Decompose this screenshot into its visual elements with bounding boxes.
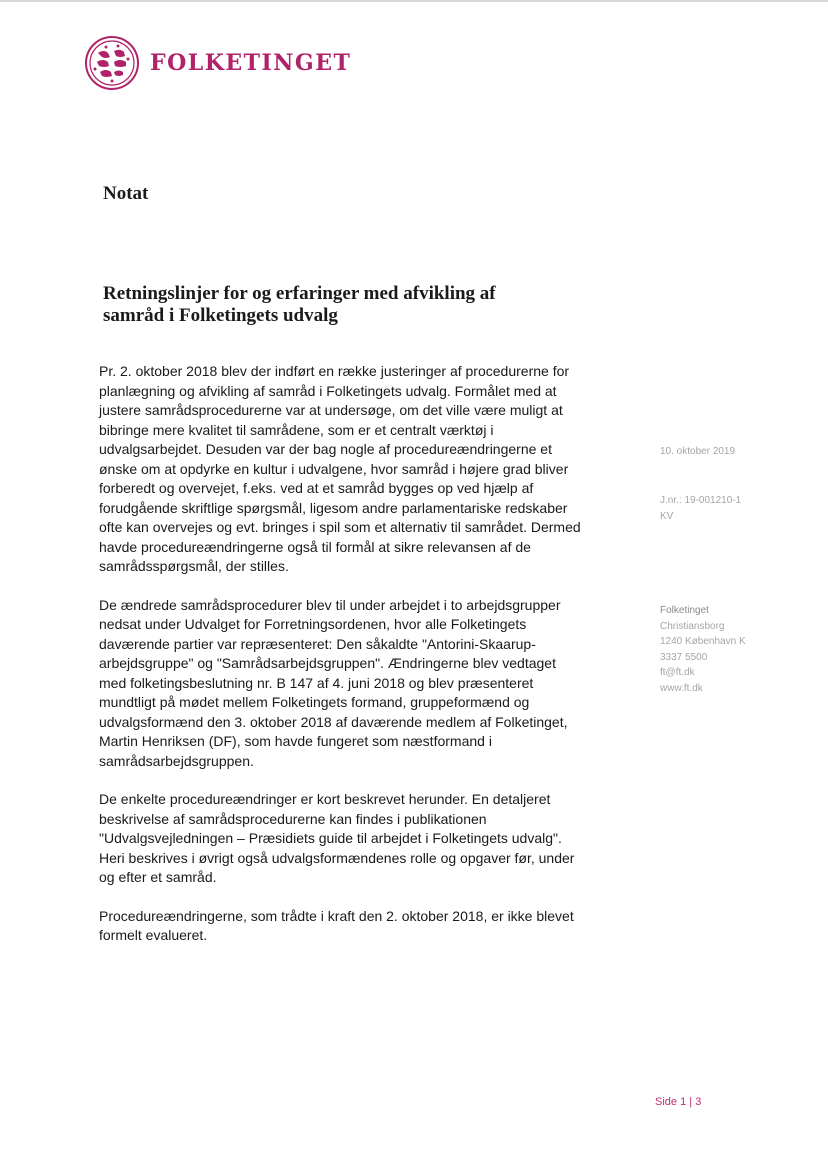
text-line: udvalgsformænd den 3. oktober 2018 af daværende medlem af Folketinget, xyxy=(99,713,568,730)
address-website[interactable]: www.ft.dk xyxy=(660,682,703,694)
address-phone: 3337 5500 xyxy=(660,651,708,663)
sidebar-reference-block xyxy=(660,493,741,524)
document-type: Notat xyxy=(103,183,149,204)
text-line: arbejdsgruppe" og "Samrådsarbejdsgruppen". Ændringerne blev vedtaget xyxy=(99,655,556,671)
text-line: samrådsarbejdsgruppen. xyxy=(99,752,254,769)
text-line: samrådsspørgsmål, der stilles. xyxy=(99,558,289,574)
address-city: 1240 København K xyxy=(660,636,746,647)
page-total: 3 xyxy=(695,1096,702,1108)
address-building: Christiansborg xyxy=(660,620,725,632)
text-line: "Udvalgsvejledningen – Præsidiets guide til arbejdet i Folketingets udvalg". xyxy=(99,830,562,846)
text-line: justere samrådsprocedurerne var at undersøge, om det ville være muligt at xyxy=(99,402,563,418)
author-initials: KV xyxy=(660,510,674,522)
sidebar-date-block xyxy=(660,444,735,460)
sidebar-address-block xyxy=(660,603,746,696)
folketinget-crest-icon xyxy=(84,35,140,91)
title-line: samråd i Folketingets udvalg xyxy=(103,305,338,326)
document-date: 10. oktober 2019 xyxy=(660,446,736,457)
text-line: med folketingsbeslutning nr. B 147 af 4. juni 2018 og blev præsenteret xyxy=(99,674,534,691)
address-org: Folketinget xyxy=(660,605,709,616)
text-line: udvalgsarbejdet. Desuden var der bag nogle af procedureændringerne et xyxy=(99,441,552,457)
text-line: bibringe mere kvalitet til samrådene, som er et centralt værktøj i xyxy=(99,421,494,438)
text-line: formelt evalueret. xyxy=(99,927,208,943)
text-line: ønske om at opdyrke en kultur i udvalgene, hvor samråd i højere grad bliver xyxy=(99,460,569,477)
logo-wordmark: FOLKETINGET xyxy=(150,50,352,76)
text-line: beskrivelse af samrådsprocedurerne kan findes i publikationen xyxy=(99,810,487,827)
page-label: Side 1 xyxy=(655,1096,687,1108)
text-line: Heri beskrives i øvrigt også udvalgsformændenes rolle og opgaver før, under xyxy=(99,849,575,866)
text-line: mundtligt på mødet mellem Folketingets formand, gruppeformænd og xyxy=(99,694,530,710)
title-line: Retningslinjer for og erfaringer med afvikling af xyxy=(103,283,496,304)
body-paragraph xyxy=(99,362,599,577)
text-line: forberedt og overvejet, f.eks. ved at et samråd bygges op ved hjælp af xyxy=(99,480,534,496)
header-logo xyxy=(84,35,351,91)
body-paragraph xyxy=(99,596,599,772)
text-line: Procedureændringerne, som trådte i kraft den 2. oktober 2018, er ikke blevet xyxy=(99,907,574,924)
text-line: Martin Henriksen (DF), som havde fungeret som næstformand i xyxy=(99,733,492,749)
text-line: De enkelte procedureændringer er kort beskrevet herunder. En detaljeret xyxy=(99,791,551,807)
page-number xyxy=(655,1096,701,1108)
journal-number: J.nr.: 19-001210-1 xyxy=(660,495,742,506)
text-line: planlægning og afvikling af samråd i Folketingets udvalg. Formålet med at xyxy=(99,382,557,399)
page-top-edge xyxy=(0,0,828,2)
text-line: forudgående skriftlige spørgsmål, ligesom andre parlamentariske redskaber xyxy=(99,499,568,516)
text-line: Pr. 2. oktober 2018 blev der indført en række justeringer af procedurerne for xyxy=(99,363,570,379)
text-line: daværende partier var repræsenteret: Den såkaldte "Antorini-Skaarup- xyxy=(99,635,536,652)
document-title xyxy=(103,283,583,327)
page-separator: | xyxy=(689,1096,693,1108)
address-email[interactable]: ft@ft.dk xyxy=(660,667,695,678)
text-line: De ændrede samrådsprocedurer blev til under arbejdet i to arbejdsgrupper xyxy=(99,596,561,613)
document-body xyxy=(99,362,599,965)
text-line: havde procedureændringerne også til formål at sikre relevansen af de xyxy=(99,538,531,555)
body-paragraph xyxy=(99,790,599,888)
text-line: nedsat under Udvalget for Forretningsordenen, hvor alle Folketingets xyxy=(99,616,527,632)
body-paragraph xyxy=(99,907,599,946)
text-line: ofte kan overvejes og evt. bringes i spil som et alternativ til samrådet. Dermed xyxy=(99,519,581,535)
text-line: og efter et samråd. xyxy=(99,869,217,885)
